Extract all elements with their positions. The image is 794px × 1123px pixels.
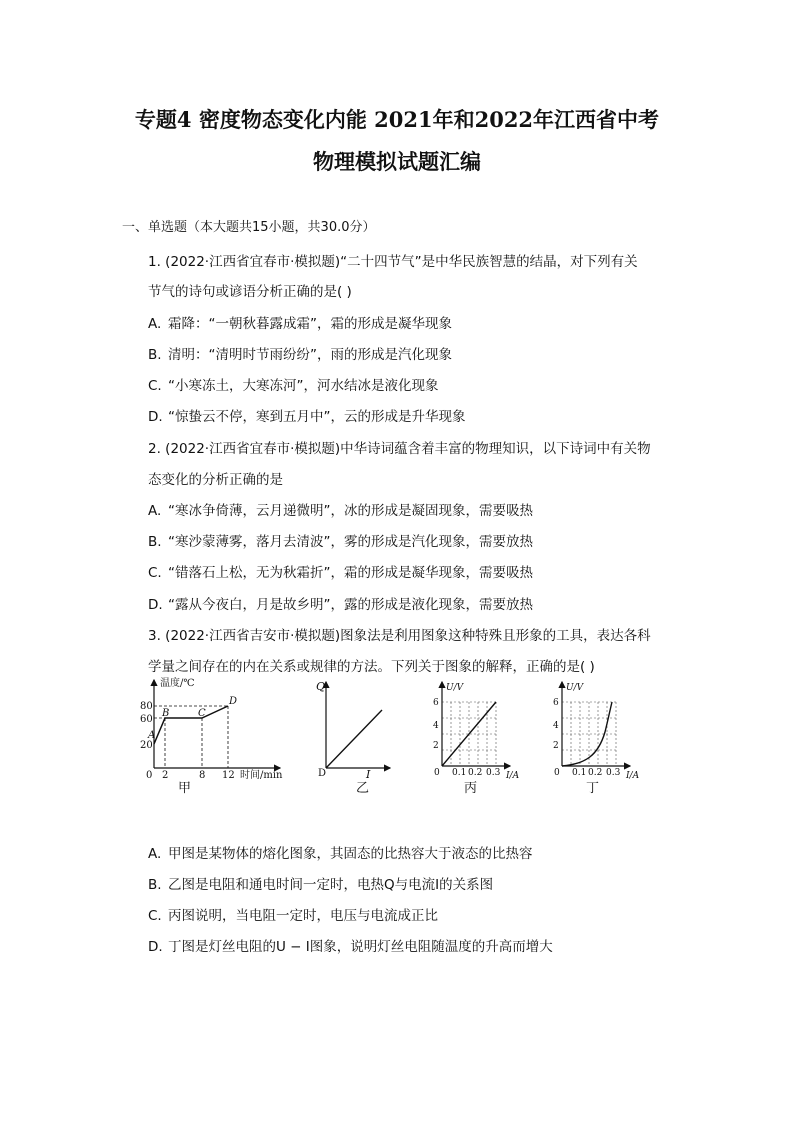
question-2-option-b[interactable] (148, 530, 533, 550)
jia-point-b: B (162, 708, 170, 719)
yi-caption: 乙 (356, 781, 370, 796)
option-letter: A. (148, 846, 162, 862)
yi-line (326, 710, 382, 768)
question-2-option-d[interactable] (148, 593, 533, 613)
jia-ytick: 80 (140, 701, 153, 712)
question-2-stem-cont: 态变化的分析正确的是 (148, 472, 283, 488)
document-title-line-1: 专题4 密度物态变化内能 2021年和2022年江西省中考 (134, 107, 660, 132)
question-3-stem-cont: 学量之间存在的内在关系或规律的方法。下列关于图象的解释，正确的是( ) (148, 659, 595, 675)
jia-xtick: 2 (162, 770, 169, 781)
option-letter: C. (148, 378, 162, 394)
bing-ytick: 4 (433, 721, 439, 731)
ding-ytick: 4 (553, 721, 559, 731)
figure-ding (553, 682, 640, 796)
figure-bing (433, 682, 520, 796)
option-text: “错落石上松，无为秋霜折”，霜的形成是凝华现象，需要吸热 (168, 565, 533, 581)
option-letter: C. (148, 565, 162, 581)
option-text: “寒冰争倚薄，云月递微明”，冰的形成是凝固现象，需要吸热 (168, 503, 533, 519)
jia-xtick: 8 (199, 770, 206, 781)
option-letter: D. (148, 939, 163, 955)
option-text: 乙图是电阻和通电时间一定时，电热Q与电流I的关系图 (168, 877, 494, 893)
document-title-line-2: 物理模拟试题汇编 (313, 149, 481, 174)
option-text: “惊蛰云不停，寒到五月中”，云的形成是升华现象 (168, 409, 466, 425)
option-letter: A. (148, 316, 162, 332)
option-text: 丙图说明，当电阻一定时，电压与电流成正比 (168, 908, 438, 924)
question-1-option-d[interactable] (148, 405, 466, 425)
bing-ylabel: U/V (446, 683, 464, 693)
option-text: 丁图是灯丝电阻的U − I图象，说明灯丝电阻随温度的升高而增大 (168, 939, 553, 955)
option-letter: B. (148, 534, 162, 550)
ding-ytick: 6 (553, 698, 559, 708)
question-3-option-a[interactable] (148, 842, 533, 862)
jia-xlabel: 时间/min (240, 770, 283, 781)
section-heading: 一、单选题（本大题共15小题，共30.0分） (122, 220, 376, 235)
question-1-option-a[interactable] (148, 312, 452, 332)
jia-ytick: 20 (140, 740, 153, 751)
jia-ylabel: 温度/℃ (160, 678, 195, 689)
jia-ytick: 60 (140, 714, 153, 725)
figure-yi (326, 682, 390, 768)
jia-caption: 甲 (178, 781, 192, 796)
bing-xtick: 0.2 (468, 768, 483, 778)
bing-caption: 丙 (464, 781, 478, 796)
jia-point-c: C (198, 708, 206, 719)
question-3-option-c[interactable] (148, 904, 438, 924)
question-2-option-c[interactable] (148, 561, 533, 581)
jia-point-a: A (148, 730, 156, 741)
option-text: “小寒冻土，大寒冻河”，河水结冰是液化现象 (168, 378, 439, 394)
bing-ytick: 6 (433, 698, 439, 708)
option-letter: D. (148, 597, 163, 613)
question-3-option-b[interactable] (148, 873, 493, 893)
ding-caption: 丁 (586, 781, 600, 796)
question-1-stem-cont: 节气的诗句或谚语分析正确的是( ) (148, 284, 352, 300)
question-1-option-c[interactable] (148, 374, 439, 394)
option-text: “露从今夜白，月是故乡明”，露的形成是液化现象，需要放热 (168, 597, 533, 613)
yi-origin: D (318, 768, 327, 779)
option-text: 甲图是某物体的熔化图象，其固态的比热容大于液态的比热容 (168, 846, 533, 862)
question-3-option-d[interactable] (148, 935, 553, 955)
ding-xtick: 0 (554, 768, 560, 778)
ding-ytick: 2 (553, 741, 559, 751)
ding-xlabel: I/A (626, 771, 640, 781)
option-letter: D. (148, 409, 163, 425)
question-2-option-a[interactable] (148, 499, 533, 519)
jia-xtick: 12 (222, 770, 235, 781)
question-1-option-b[interactable] (148, 343, 452, 363)
figure-jia (154, 680, 280, 768)
option-letter: C. (148, 908, 162, 924)
ding-ylabel: U/V (566, 683, 584, 693)
option-text: “寒沙蒙薄雾，落月去清波”，雾的形成是汽化现象，需要放热 (168, 534, 533, 550)
ding-xtick: 0.3 (606, 768, 621, 778)
ding-xtick: 0.1 (572, 768, 587, 778)
option-letter: B. (148, 877, 162, 893)
option-text: 清明：“清明时节雨纷纷”，雨的形成是汽化现象 (168, 347, 452, 363)
yi-ylabel: Q (316, 680, 326, 693)
bing-xtick: 0.3 (486, 768, 501, 778)
bing-xtick: 0 (434, 768, 440, 778)
jia-xtick: 0 (146, 770, 153, 781)
option-letter: A. (148, 503, 162, 519)
jia-point-d: D (229, 696, 238, 707)
question-2-stem: 2. (2022·江西省宜春市·模拟题)中华诗词蕴含着丰富的物理知识，以下诗词中有关物 (148, 441, 651, 457)
bing-ytick: 2 (433, 741, 439, 751)
bing-xtick: 0.1 (452, 768, 467, 778)
option-letter: B. (148, 347, 162, 363)
option-text: 霜降：“一朝秋暮露成霜”，霜的形成是凝华现象 (168, 316, 452, 332)
question-3-figures (140, 672, 650, 802)
ding-xtick: 0.2 (588, 768, 603, 778)
question-1-stem: 1. (2022·江西省宜春市·模拟题)“二十四节气”是中华民族智慧的结晶，对下列有关 (148, 254, 638, 270)
bing-xlabel: I/A (506, 771, 520, 781)
question-3-stem: 3. (2022·江西省吉安市·模拟题)图象法是利用图象这种特殊且形象的工具，表达各科 (148, 628, 651, 644)
yi-xlabel: I (366, 768, 371, 781)
